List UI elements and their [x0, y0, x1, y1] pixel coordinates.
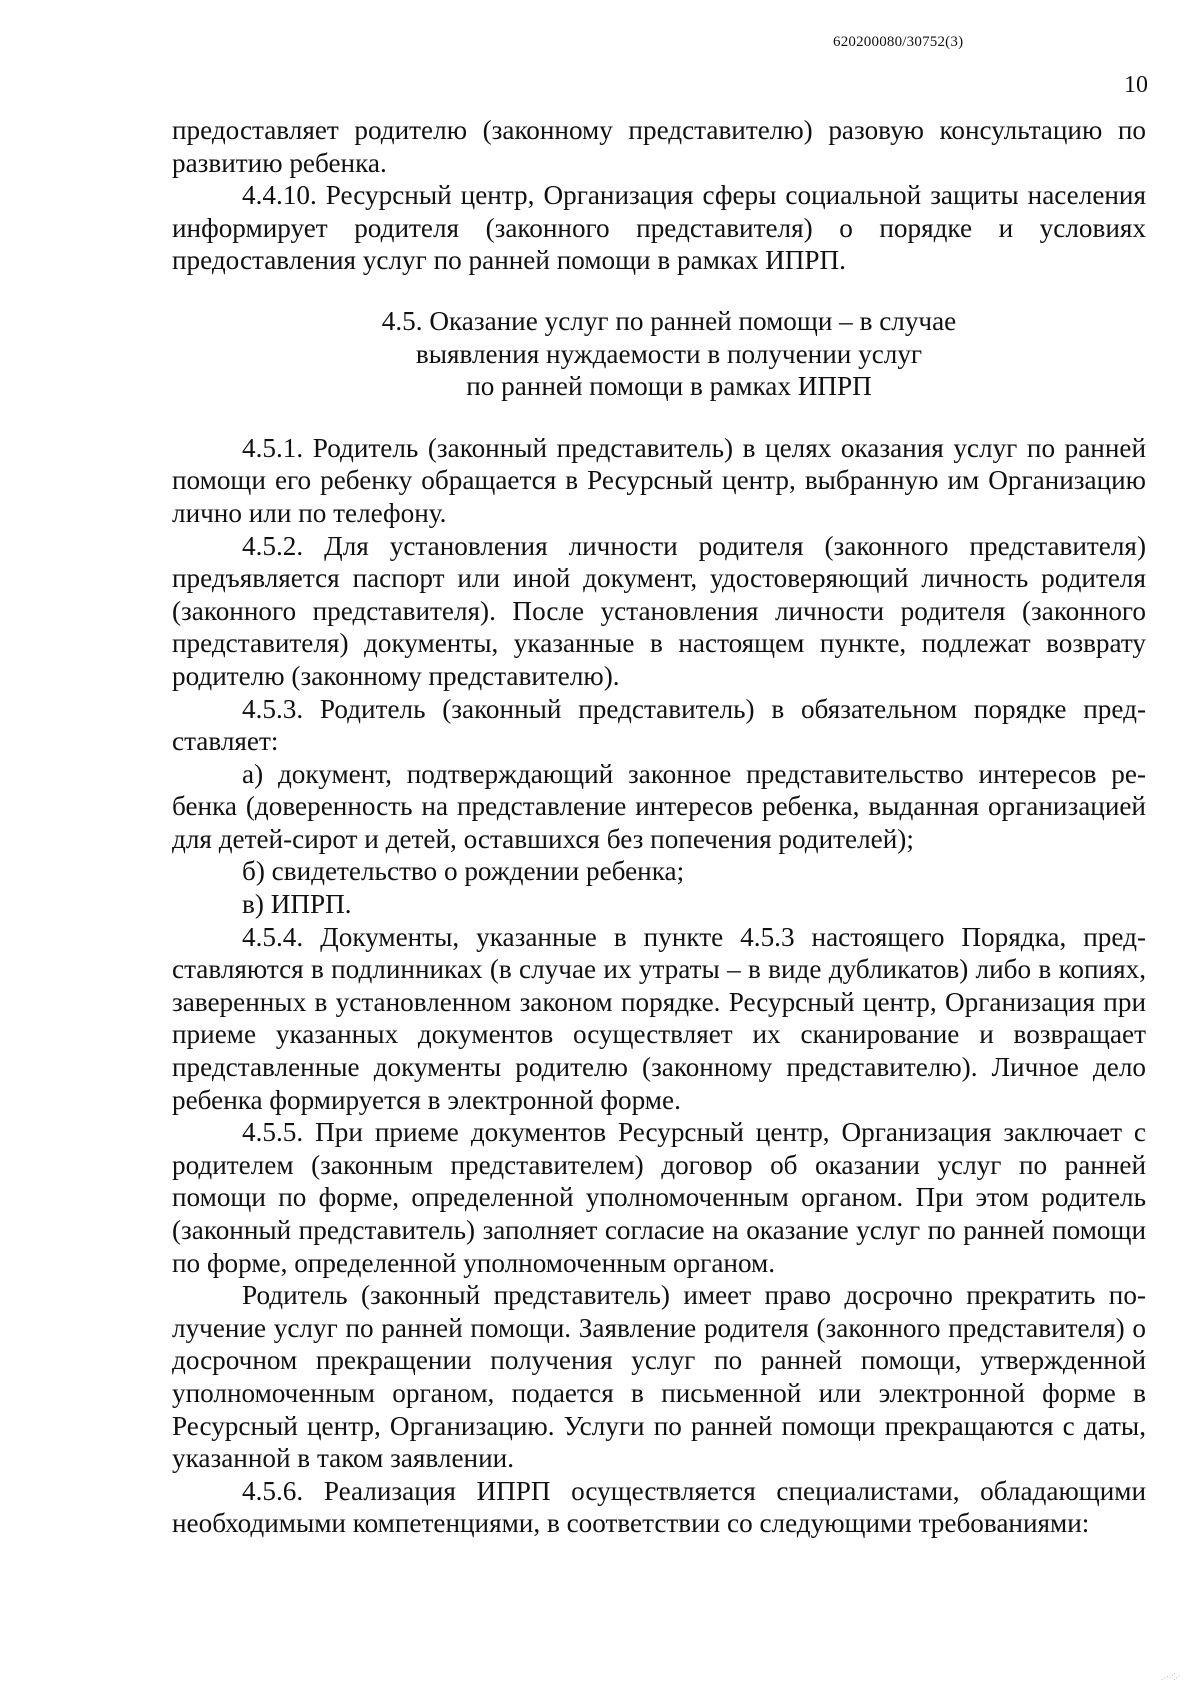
- paragraph-continuation: предоставляет родителю (законному представителю) разовую консультацию по развитию ребенка.: [172, 115, 1146, 178]
- document-body: [172, 114, 1146, 1540]
- paragraph-4-5-5: 4.5.5. При приеме документов Ресурсный центр, Организация заключает с родителем (законным представителем) договор об оказании услуг по ранней помощи по форме, определенной уполномоченным органом. При этом родитель (законный представитель) заполняет согласие на оказание услуг по ранней помощи по форме, определенной уполномоченным органом.: [172, 1117, 1146, 1278]
- heading-line-1: 4.5. Оказание услуг по ранней помощи – в случае: [381, 305, 957, 336]
- paragraph-early-termination: Родитель (законный представитель) имеет право досрочно прекратить получение услуг по ранней помощи. Заявление родителя (законного представителя) о досрочном прекращении получения услуг по ранней помощи, утвержденной уполномоченным органом, подается в письменной или электронной форме в Ресурсный центр, Организацию. Услуги по ранней помощи прекращаются с даты, указанной в таком заявлении.: [172, 1280, 1146, 1474]
- scan-mark-icon: [1160, 1668, 1182, 1682]
- heading-line-3: по ранней помощи в рамках ИПРП: [466, 371, 872, 402]
- paragraph-4-5-3: 4.5.3. Родитель (законный представитель) в обязательном порядке представляет:: [172, 693, 1146, 757]
- paragraph-4-5-2: 4.5.2. Для установления личности родителя (законного представителя) предъявляется паспорт или иной документ, удостоверяющий личность родителя (законного представителя). После установления личности родителя (законного представителя) документы, указанные в настоящем пункте, подлежат возврату родителю (законному представителю).: [172, 530, 1146, 691]
- section-heading-4-5: [172, 305, 1146, 403]
- list-item-b: б) свидетельство о рождении ребенка;: [242, 856, 685, 887]
- paragraph-4-4-10: 4.4.10. Ресурсный центр, Организация сферы социальной защиты населения информирует родителя (законного представителя) о порядке и условиях предоставления услуг по ранней помощи в рамках ИПРП.: [172, 180, 1146, 276]
- list-item-v: в) ИПРП.: [242, 889, 352, 920]
- paragraph-4-5-6: 4.5.6. Реализация ИПРП осуществляется специалистами, обладающими необходимыми компетенциями, в соответствии со следующими требованиями:: [172, 1475, 1146, 1539]
- list-item-a: а) документ, подтверждающий законное представительство интересов ребенка (доверенность на представление интересов ребенка, выданная организацией для детей-сирот и детей, оставшихся без попечения родителей);: [172, 758, 1146, 854]
- heading-line-2: выявления нуждаемости в получении услуг: [415, 338, 923, 369]
- page-number: 10: [1124, 72, 1148, 98]
- paragraph-4-5-1: 4.5.1. Родитель (законный представитель) в целях оказания услуг по ранней помощи его ребенку обращается в Ресурсный центр, выбранную им Организацию лично или по телефону.: [172, 432, 1146, 528]
- paragraph-4-5-4: 4.5.4. Документы, указанные в пункте 4.5.3 настоящего Порядка, представляются в подлинниках (в случае их утраты – в виде дубликатов) либо в копиях, заверенных в установленном законом порядке. Ресурсный центр, Организация при приеме указанных документов осуществляет их сканирование и возвращает представленные документы родителю (законному представителю). Личное дело ребенка формируется в электронной форме.: [172, 921, 1146, 1115]
- document-id: 620200080/30752(3): [833, 34, 964, 50]
